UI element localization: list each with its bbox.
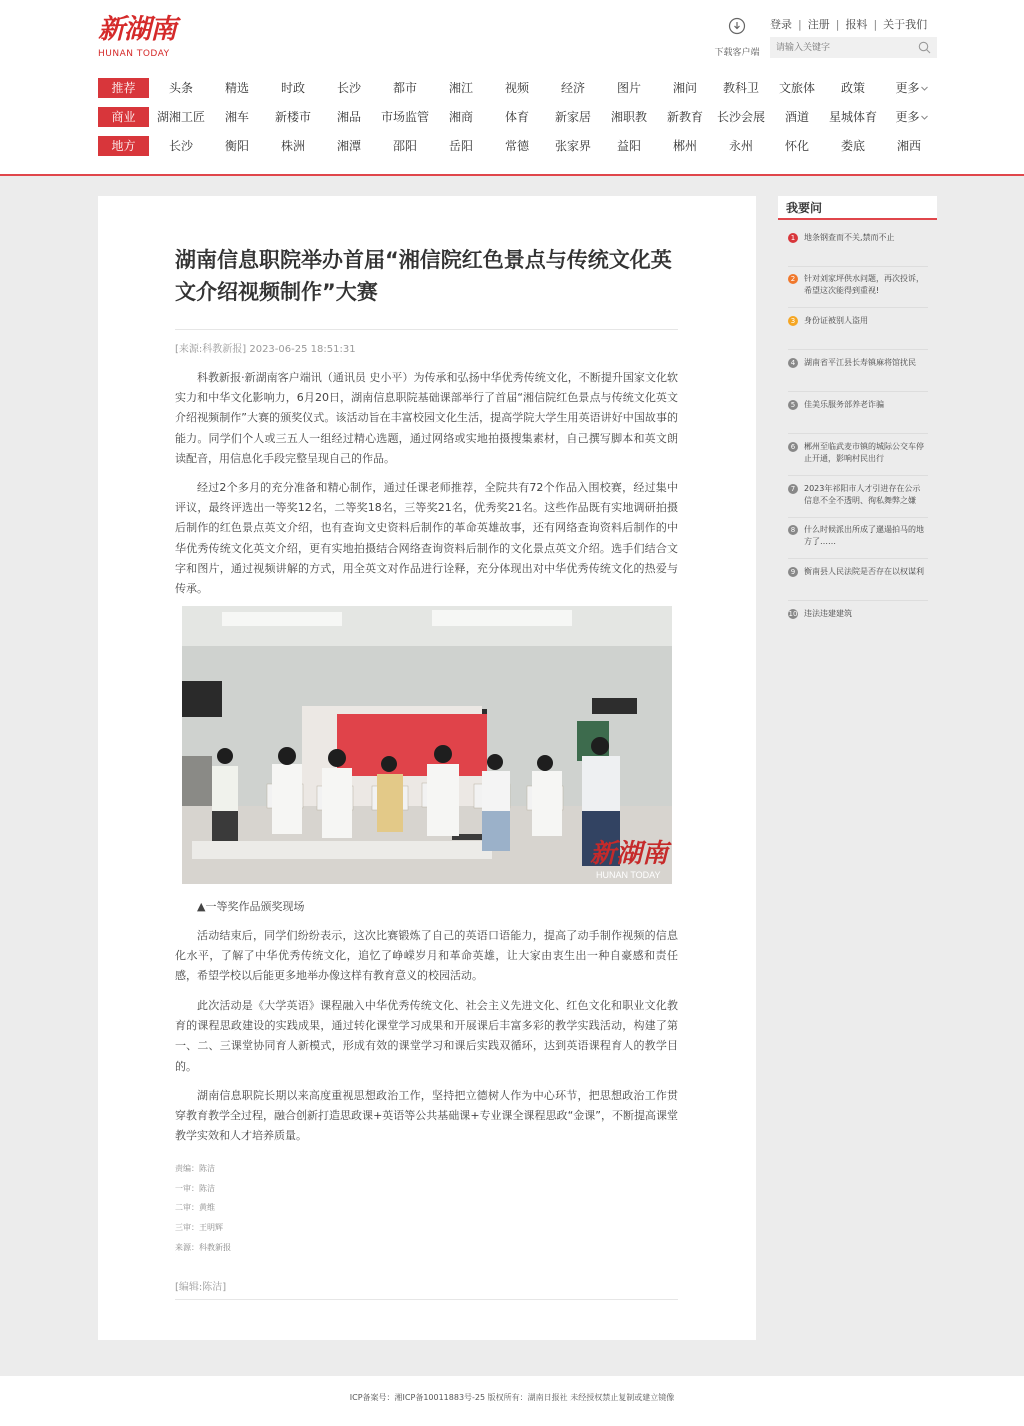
site-header (0, 0, 1024, 176)
question-text: 佳美乐服务部养老诈骗 (804, 400, 884, 409)
rank-badge: 9 (788, 567, 798, 577)
editor-line: 责编：陈洁 (175, 1164, 215, 1173)
nav-more-label: 更多 (895, 110, 920, 124)
article-paragraph: 活动结束后，同学们纷纷表示，这次比赛锻炼了自己的英语口语能力，提高了动手制作视频的信息化水平，了解了中华优秀传统文化，追忆了峥嵘岁月和革命英雄，让大家由衷生出一种自豪感和责任感，希望学校以后能更多地举办像这样有教育意义的校园活动。 (175, 929, 678, 983)
download-app-button[interactable] (710, 17, 764, 58)
divider (788, 517, 928, 518)
nav-item[interactable]: 经济 (560, 81, 585, 95)
nav-row (98, 136, 940, 156)
editor-credits (175, 1159, 231, 1258)
divider (788, 600, 928, 601)
question-item[interactable] (788, 399, 928, 411)
editor-line: 一审：陈洁 (175, 1183, 215, 1193)
rank-badge: 3 (788, 316, 798, 326)
question-text: 违法违建建筑 (804, 609, 852, 618)
nav-category[interactable]: 推荐 (98, 78, 149, 98)
divider (788, 391, 928, 392)
nav-item[interactable]: 图片 (616, 81, 641, 95)
nav-item[interactable]: 时政 (280, 81, 305, 95)
photo-caption: ▲一等奖作品颁奖现场 (197, 900, 305, 913)
sidebar-title: 我要问 (778, 196, 937, 220)
nav-item[interactable]: 益阳 (616, 139, 641, 153)
rank-badge: 5 (788, 400, 798, 410)
nav-item[interactable]: 湘车 (224, 110, 249, 124)
divider: | (798, 18, 802, 31)
search-icon[interactable] (918, 41, 931, 54)
nav-item[interactable]: 文旅体 (778, 81, 815, 95)
nav-item[interactable]: 长沙 (336, 81, 361, 95)
report-link[interactable]: 报料 (845, 18, 868, 31)
question-text: 地条钢查而不关,禁而不止 (804, 233, 895, 242)
article-paragraph: 经过2个多月的充分准备和精心制作，通过任课老师推荐，全院共有72个作品入围校赛，经过集中评议，最终评选出一等奖12名，二等奖18名，三等奖21名，优秀奖21名。这些作品既有实地调研拍摄后制作的红色景点英文介绍，也有查询文史资料后制作的革命英雄故事，还有网络查询资料后制作的中华优秀传统文化英文介绍，更有实地拍摄结合网络查询资料后制作的文化景点英文介绍。选手们结合文字和图片，通过视频讲解的方式，用全英文对作品进行诠释，充分体现出对中华优秀传统文化的热爱与传承。 (175, 481, 678, 596)
nav-item[interactable]: 长沙 (168, 139, 193, 153)
nav-item[interactable]: 怀化 (784, 139, 809, 153)
download-icon (728, 17, 746, 35)
nav-item[interactable]: 湘潭 (336, 139, 361, 153)
nav-item[interactable]: 湖湘工匠 (156, 110, 205, 124)
divider (788, 558, 928, 559)
nav-item[interactable]: 湘品 (336, 110, 361, 124)
search-box (770, 37, 937, 58)
nav-item[interactable]: 张家界 (554, 139, 591, 153)
nav-item[interactable]: 新家居 (554, 110, 591, 124)
award-ceremony-photo (182, 606, 672, 884)
article-paragraph: 科教新报·新湖南客户端讯（通讯员 史小平）为传承和弘扬中华优秀传统文化，不断提升国家文化软实力和中华文化影响力，6月20日，湖南信息职院基础课部举行了首届“湘信院红色景点与传统文化英文介绍视频制作”大赛的颁奖仪式。该活动旨在丰富校园文化生活，提高学院大学生用英语讲好中国故事的能力。同学们个人或三五人一组经过精心选题，通过网络或实地拍摄搜集素材，自己撰写脚本和英文朗读配音，用信息化手段完整呈现自己的作品。 (175, 371, 678, 465)
question-text: 什么时候派出所成了邋遢拍马的地方了…… (804, 525, 924, 546)
divider (788, 307, 928, 308)
nav-category[interactable]: 商业 (98, 107, 149, 127)
nav-item[interactable]: 湘问 (672, 81, 697, 95)
download-label: 下载客户端 (714, 48, 760, 58)
nav-item[interactable]: 湘江 (448, 81, 473, 95)
divider (788, 475, 928, 476)
editor-line: 二审：黄维 (175, 1203, 215, 1213)
nav-item[interactable]: 新教育 (666, 110, 703, 124)
login-link[interactable]: 登录 (770, 18, 792, 31)
editor-line: 来源：科教新报 (175, 1242, 231, 1252)
sidebar-ask (778, 196, 937, 618)
question-text: 郴州至临武麦市镇的城际公交车停止开通，影响村民出行 (804, 442, 924, 463)
rank-badge: 2 (788, 274, 798, 284)
nav-item[interactable]: 娄底 (840, 139, 865, 153)
about-link[interactable]: 关于我们 (883, 18, 928, 31)
search-input[interactable] (770, 37, 910, 58)
nav-item[interactable]: 湘西 (896, 139, 921, 153)
divider (788, 433, 928, 434)
nav-item[interactable]: 岳阳 (448, 139, 473, 153)
chevron-down-icon (920, 113, 929, 122)
question-item[interactable] (788, 232, 928, 244)
nav-item[interactable]: 永州 (728, 139, 753, 153)
question-item[interactable] (788, 566, 928, 578)
rank-badge: 10 (788, 610, 798, 618)
rank-badge: 6 (788, 442, 798, 452)
question-item[interactable] (788, 441, 928, 465)
question-text: 衡南县人民法院是否存在以权谋利 (804, 567, 924, 576)
question-text: 湖南省平江县长寿镇麻将馆扰民 (804, 358, 916, 367)
photo-watermark-en: HUNAN TODAY (596, 870, 661, 880)
question-item[interactable] (788, 315, 928, 327)
rank-badge: 4 (788, 358, 798, 368)
rank-badge: 7 (788, 484, 798, 494)
nav-item[interactable]: 市场监管 (380, 110, 429, 124)
nav-item[interactable]: 精选 (224, 81, 249, 95)
edit-note: [编辑:陈洁] (175, 1278, 678, 1300)
nav-item[interactable]: 株洲 (280, 139, 305, 153)
article-meta: [来源:科教新报] 2023-06-25 18:51:31 (175, 329, 678, 355)
editor-line: 三审：王明辉 (175, 1223, 223, 1233)
nav-more-button[interactable] (884, 78, 940, 98)
nav-item[interactable]: 都市 (392, 81, 417, 95)
nav-item[interactable]: 湘职教 (610, 110, 647, 124)
nav-item[interactable]: 视频 (504, 81, 529, 95)
site-footer: ICP备案号：湘ICP备10011883号-25 版权所有：湖南日报社 未经授权禁止复制或建立镜像 (0, 1376, 1024, 1426)
article-paragraph: 此次活动是《大学英语》课程融入中华优秀传统文化、社会主义先进文化、红色文化和职业文化教育的课程思政建设的实践成果，通过转化课堂学习成果和开展课后丰富多彩的教学实践活动，构建了第一、二、三课堂协同育人新模式，形成有效的课堂学习和课后实践双循环，达到英语课程育人的教学目的。 (175, 999, 678, 1073)
question-item[interactable] (788, 357, 928, 369)
article-title: 湖南信息职院举办首届“湘信院红色景点与传统文化英文介绍视频制作”大赛 (175, 248, 672, 304)
question-text: 身份证被别人盗用 (804, 316, 868, 325)
top-links (770, 16, 927, 32)
photo-watermark: 新湖南 (590, 839, 669, 869)
article-card (98, 196, 756, 1340)
logo-text: 新湖南 (98, 14, 176, 45)
article-paragraph: 湖南信息职院长期以来高度重视思想政治工作，坚持把立德树人作为中心环节，把思想政治工作贯穿教育教学全过程，融合创新打造思政课+英语等公共基础课+专业课全课程思政“金课”，不断提高课堂教学实效和人才培养质量。 (175, 1089, 678, 1143)
nav-item[interactable]: 长沙会展 (716, 110, 765, 124)
rank-badge: 8 (788, 525, 798, 535)
nav-item[interactable]: 郴州 (672, 139, 697, 153)
nav-category[interactable]: 地方 (98, 136, 149, 156)
question-text: 针对刘家坪供水问题，再次投诉，希望这次能得到重视! (804, 274, 924, 295)
rank-badge: 1 (788, 233, 798, 243)
nav-item[interactable]: 酒道 (784, 110, 809, 124)
nav-more-button[interactable] (884, 107, 940, 127)
question-item[interactable] (788, 483, 928, 507)
question-item[interactable] (788, 524, 928, 548)
nav-item[interactable]: 头条 (168, 81, 193, 95)
nav-row (98, 78, 940, 98)
divider (788, 266, 928, 267)
nav-item[interactable]: 星城体育 (828, 110, 877, 124)
nav-item[interactable]: 湘商 (448, 110, 473, 124)
nav-item[interactable]: 衡阳 (224, 139, 249, 153)
nav-item[interactable]: 体育 (504, 110, 529, 124)
nav-item[interactable]: 常德 (504, 139, 529, 153)
nav-item[interactable]: 教科卫 (722, 81, 759, 95)
nav-row (98, 107, 940, 127)
logo-subtext: HUNAN TODAY (98, 49, 170, 59)
divider: | (873, 18, 878, 31)
nav-more-label: 更多 (895, 81, 920, 95)
question-item[interactable] (788, 273, 928, 297)
nav-item[interactable]: 政策 (840, 81, 865, 95)
article-photo (182, 606, 672, 884)
question-item[interactable] (788, 608, 928, 620)
chevron-down-icon (920, 84, 929, 93)
register-link[interactable]: 注册 (807, 18, 830, 31)
divider (788, 349, 928, 350)
nav-item[interactable]: 新楼市 (274, 110, 311, 124)
nav-item[interactable]: 邵阳 (392, 139, 417, 153)
question-text: 2023年祁阳市人才引进存在公示信息不全不透明、徇私舞弊之嫌 (804, 484, 921, 505)
site-logo[interactable] (98, 14, 188, 64)
divider: | (835, 18, 840, 31)
